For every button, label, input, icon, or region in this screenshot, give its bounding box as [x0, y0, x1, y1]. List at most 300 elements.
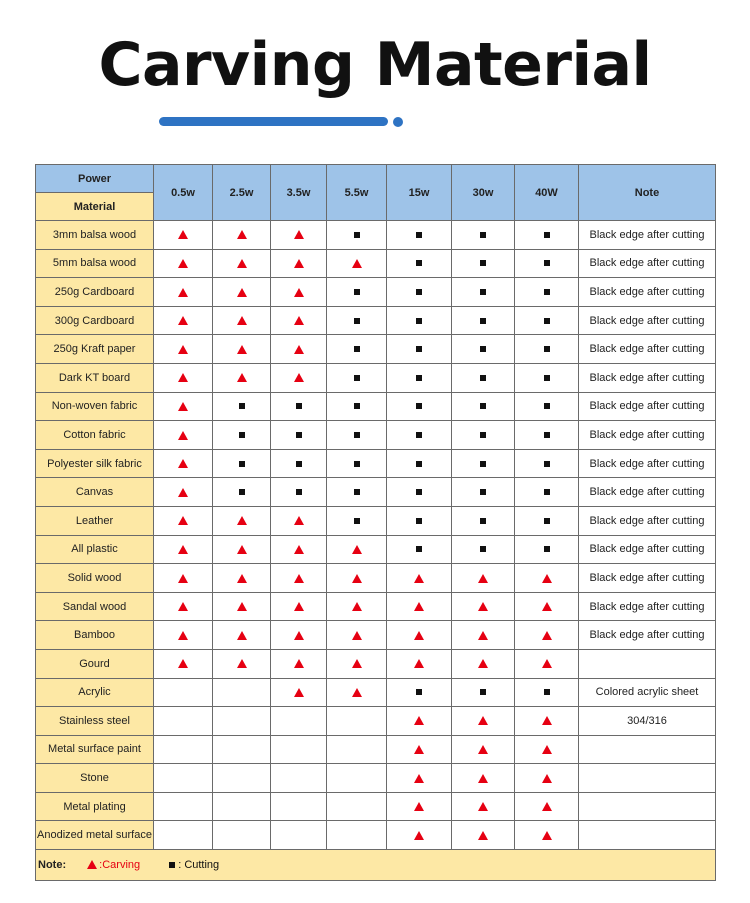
capability-cell: [213, 449, 271, 478]
red-triangle-icon: [294, 230, 304, 239]
capability-cell: [452, 363, 515, 392]
note-cell: Black edge after cutting: [579, 535, 716, 564]
capability-cell: [154, 821, 213, 850]
capability-cell: [452, 449, 515, 478]
capability-cell: [154, 478, 213, 507]
red-triangle-icon: [237, 288, 247, 297]
capability-cell: [213, 821, 271, 850]
capability-cell: [387, 392, 452, 421]
legend-cutting-label: : Cutting: [178, 859, 220, 872]
table-row: [36, 221, 716, 250]
capability-cell: [387, 449, 452, 478]
capability-cell: [271, 764, 327, 793]
capability-cell: [154, 707, 213, 736]
black-square-icon: [296, 489, 302, 495]
capability-cell: [213, 478, 271, 507]
capability-cell: [452, 735, 515, 764]
red-triangle-icon: [352, 574, 362, 583]
black-square-icon: [354, 346, 360, 352]
capability-cell: [154, 221, 213, 250]
table-row: [36, 249, 716, 278]
black-square-icon: [544, 232, 550, 238]
table-row: [36, 478, 716, 507]
black-square-icon: [544, 289, 550, 295]
red-triangle-icon: [178, 602, 188, 611]
capability-cell: [327, 735, 387, 764]
capability-cell: [213, 792, 271, 821]
capability-cell: [213, 506, 271, 535]
red-triangle-icon: [237, 631, 247, 640]
capability-cell: [515, 535, 579, 564]
capability-cell: [271, 221, 327, 250]
capability-cell: [271, 821, 327, 850]
note-cell: [579, 735, 716, 764]
capability-cell: [387, 221, 452, 250]
capability-cell: [154, 678, 213, 707]
red-triangle-icon: [478, 774, 488, 783]
table-row: [36, 735, 716, 764]
red-triangle-icon: [178, 230, 188, 239]
black-square-icon: [480, 432, 486, 438]
capability-cell: [271, 478, 327, 507]
red-triangle-icon: [237, 373, 247, 382]
red-triangle-icon: [352, 545, 362, 554]
red-triangle-icon: [478, 745, 488, 754]
table-row: [36, 707, 716, 736]
black-square-icon: [544, 689, 550, 695]
black-square-icon: [480, 346, 486, 352]
table-row: [36, 535, 716, 564]
capability-cell: [327, 649, 387, 678]
red-triangle-icon: [414, 602, 424, 611]
black-square-icon: [416, 232, 422, 238]
black-square-icon: [354, 432, 360, 438]
capability-cell: [213, 306, 271, 335]
capability-cell: [515, 621, 579, 650]
capability-cell: [327, 564, 387, 593]
capability-cell: [387, 678, 452, 707]
black-square-icon: [416, 546, 422, 552]
capability-cell: [515, 764, 579, 793]
note-cell: [579, 821, 716, 850]
capability-cell: [154, 335, 213, 364]
red-triangle-icon: [352, 688, 362, 697]
capability-cell: [387, 278, 452, 307]
capability-cell: [515, 249, 579, 278]
black-square-icon: [480, 518, 486, 524]
material-name: Leather: [36, 506, 154, 535]
black-square-icon: [416, 375, 422, 381]
capability-cell: [327, 335, 387, 364]
capability-cell: [515, 335, 579, 364]
black-square-icon: [544, 346, 550, 352]
black-square-icon: [480, 289, 486, 295]
capability-cell: [515, 592, 579, 621]
red-triangle-icon: [542, 659, 552, 668]
red-triangle-icon: [294, 688, 304, 697]
black-square-icon: [544, 546, 550, 552]
black-square-icon: [296, 461, 302, 467]
black-square-icon: [544, 403, 550, 409]
red-triangle-icon: [237, 345, 247, 354]
black-square-icon: [544, 432, 550, 438]
capability-cell: [271, 249, 327, 278]
capability-cell: [213, 621, 271, 650]
capability-cell: [387, 649, 452, 678]
note-cell: Black edge after cutting: [579, 449, 716, 478]
note-cell: 304/316: [579, 707, 716, 736]
material-name: Metal surface paint: [36, 735, 154, 764]
table-row: [36, 392, 716, 421]
note-cell: Black edge after cutting: [579, 363, 716, 392]
table-row: [36, 649, 716, 678]
capability-cell: [154, 392, 213, 421]
red-triangle-icon: [237, 230, 247, 239]
capability-cell: [387, 306, 452, 335]
note-header: Note: [579, 165, 716, 221]
red-triangle-icon: [178, 459, 188, 468]
capability-cell: [213, 649, 271, 678]
capability-cell: [452, 821, 515, 850]
capability-cell: [213, 707, 271, 736]
black-square-icon: [354, 489, 360, 495]
material-name: 250g Kraft paper: [36, 335, 154, 364]
capability-cell: [327, 821, 387, 850]
power-40w-header: 40W: [515, 165, 579, 221]
red-triangle-icon: [414, 631, 424, 640]
red-triangle-icon: [542, 745, 552, 754]
black-square-icon: [544, 489, 550, 495]
capability-cell: [154, 363, 213, 392]
capability-cell: [452, 478, 515, 507]
capability-cell: [154, 535, 213, 564]
capability-cell: [154, 764, 213, 793]
red-triangle-icon: [478, 602, 488, 611]
red-triangle-icon: [414, 831, 424, 840]
red-triangle-icon: [237, 516, 247, 525]
red-triangle-icon: [294, 574, 304, 583]
red-triangle-icon: [542, 631, 552, 640]
red-triangle-icon: [237, 602, 247, 611]
capability-cell: [213, 278, 271, 307]
table-body: [36, 221, 716, 850]
material-name: Sandal wood: [36, 592, 154, 621]
black-square-icon: [239, 403, 245, 409]
capability-cell: [327, 478, 387, 507]
capability-cell: [452, 335, 515, 364]
capability-cell: [387, 564, 452, 593]
title-underline-dot: [393, 117, 403, 127]
red-triangle-icon: [294, 602, 304, 611]
power-0-5w-header: 0.5w: [154, 165, 213, 221]
capability-cell: [271, 306, 327, 335]
black-square-icon: [480, 689, 486, 695]
red-triangle-icon: [178, 373, 188, 382]
red-triangle-icon: [294, 259, 304, 268]
capability-cell: [452, 249, 515, 278]
capability-cell: [271, 592, 327, 621]
table-row: [36, 678, 716, 707]
black-square-icon: [354, 403, 360, 409]
red-triangle-icon: [237, 574, 247, 583]
red-triangle-icon: [294, 516, 304, 525]
note-cell: [579, 764, 716, 793]
black-square-icon: [480, 375, 486, 381]
note-cell: Black edge after cutting: [579, 335, 716, 364]
black-square-icon: [544, 518, 550, 524]
capability-cell: [213, 564, 271, 593]
capability-cell: [387, 592, 452, 621]
black-square-icon: [239, 489, 245, 495]
capability-cell: [271, 735, 327, 764]
power-5-5w-header: 5.5w: [327, 165, 387, 221]
note-cell: Black edge after cutting: [579, 592, 716, 621]
black-square-icon: [354, 318, 360, 324]
black-square-icon: [480, 461, 486, 467]
capability-cell: [154, 506, 213, 535]
note-cell: Black edge after cutting: [579, 564, 716, 593]
capability-cell: [327, 221, 387, 250]
capability-cell: [327, 506, 387, 535]
capability-cell: [213, 363, 271, 392]
black-square-icon: [416, 346, 422, 352]
capability-cell: [387, 335, 452, 364]
capability-cell: [327, 421, 387, 450]
red-triangle-icon: [542, 774, 552, 783]
legend-carving: [87, 859, 140, 871]
material-name: Anodized metal surface: [36, 821, 154, 850]
capability-cell: [387, 707, 452, 736]
red-triangle-icon: [478, 631, 488, 640]
capability-cell: [387, 535, 452, 564]
red-triangle-icon: [237, 659, 247, 668]
black-square-icon: [544, 318, 550, 324]
table-header: [36, 165, 716, 221]
red-triangle-icon: [478, 831, 488, 840]
material-name: 300g Cardboard: [36, 306, 154, 335]
capability-cell: [154, 421, 213, 450]
capability-cell: [515, 306, 579, 335]
capability-cell: [515, 392, 579, 421]
capability-cell: [213, 735, 271, 764]
power-2-5w-header: 2.5w: [213, 165, 271, 221]
table-row: [36, 278, 716, 307]
capability-cell: [271, 535, 327, 564]
black-square-icon: [544, 260, 550, 266]
capability-cell: [515, 564, 579, 593]
capability-cell: [327, 278, 387, 307]
red-triangle-icon: [237, 316, 247, 325]
capability-cell: [387, 249, 452, 278]
capability-cell: [452, 564, 515, 593]
black-square-icon: [296, 403, 302, 409]
capability-cell: [452, 707, 515, 736]
capability-cell: [387, 735, 452, 764]
table-row: [36, 306, 716, 335]
capability-cell: [271, 649, 327, 678]
note-cell: Black edge after cutting: [579, 221, 716, 250]
capability-cell: [213, 335, 271, 364]
capability-cell: [154, 564, 213, 593]
capability-cell: [452, 621, 515, 650]
capability-cell: [271, 506, 327, 535]
legend-label: Note:: [38, 859, 67, 872]
red-triangle-icon: [178, 316, 188, 325]
power-3-5w-header: 3.5w: [271, 165, 327, 221]
capability-cell: [327, 363, 387, 392]
table-row: [36, 592, 716, 621]
red-triangle-icon: [542, 831, 552, 840]
material-name: 3mm balsa wood: [36, 221, 154, 250]
capability-cell: [515, 449, 579, 478]
capability-cell: [271, 335, 327, 364]
black-square-icon: [544, 461, 550, 467]
power-30w-header: 30w: [452, 165, 515, 221]
red-triangle-icon: [178, 402, 188, 411]
red-triangle-icon: [178, 516, 188, 525]
red-triangle-icon: [414, 574, 424, 583]
red-triangle-icon: [178, 345, 188, 354]
capability-cell: [154, 792, 213, 821]
red-triangle-icon: [478, 659, 488, 668]
material-name: Solid wood: [36, 564, 154, 593]
red-triangle-icon: [294, 373, 304, 382]
red-triangle-icon: [294, 545, 304, 554]
note-cell: [579, 649, 716, 678]
red-triangle-icon: [542, 716, 552, 725]
legend-carving-label: :Carving: [99, 859, 141, 872]
table-row: [36, 421, 716, 450]
capability-cell: [271, 392, 327, 421]
capability-cell: [387, 506, 452, 535]
capability-cell: [271, 678, 327, 707]
red-triangle-icon: [352, 259, 362, 268]
red-triangle-icon: [542, 802, 552, 811]
capability-cell: [452, 392, 515, 421]
note-cell: Black edge after cutting: [579, 278, 716, 307]
capability-cell: [387, 478, 452, 507]
capability-cell: [271, 621, 327, 650]
black-square-icon: [354, 289, 360, 295]
capability-cell: [452, 649, 515, 678]
material-name: Canvas: [36, 478, 154, 507]
capability-cell: [213, 535, 271, 564]
material-name: Dark KT board: [36, 363, 154, 392]
red-triangle-icon: [87, 860, 97, 869]
legend: [36, 850, 716, 881]
capability-cell: [387, 792, 452, 821]
table-row: [36, 564, 716, 593]
material-name: Acrylic: [36, 678, 154, 707]
capability-cell: [515, 735, 579, 764]
red-triangle-icon: [178, 659, 188, 668]
red-triangle-icon: [478, 716, 488, 725]
red-triangle-icon: [294, 316, 304, 325]
table-row: [36, 449, 716, 478]
red-triangle-icon: [294, 288, 304, 297]
black-square-icon: [354, 232, 360, 238]
capability-cell: [213, 678, 271, 707]
capability-cell: [213, 221, 271, 250]
note-cell: Black edge after cutting: [579, 421, 716, 450]
capability-cell: [515, 478, 579, 507]
table-row: [36, 621, 716, 650]
black-square-icon: [416, 318, 422, 324]
legend-cutting: [169, 859, 219, 871]
capability-cell: [452, 421, 515, 450]
note-cell: Black edge after cutting: [579, 621, 716, 650]
capability-cell: [154, 592, 213, 621]
capability-cell: [452, 535, 515, 564]
red-triangle-icon: [352, 631, 362, 640]
material-name: Stone: [36, 764, 154, 793]
black-square-icon: [480, 546, 486, 552]
capability-cell: [327, 535, 387, 564]
note-cell: Black edge after cutting: [579, 392, 716, 421]
material-name: Polyester silk fabric: [36, 449, 154, 478]
capability-cell: [452, 678, 515, 707]
capability-cell: [452, 278, 515, 307]
black-square-icon: [416, 289, 422, 295]
capability-cell: [515, 678, 579, 707]
black-square-icon: [480, 318, 486, 324]
black-square-icon: [239, 432, 245, 438]
material-name: Stainless steel: [36, 707, 154, 736]
capability-cell: [154, 278, 213, 307]
black-square-icon: [239, 461, 245, 467]
capability-cell: [387, 821, 452, 850]
capability-cell: [452, 306, 515, 335]
capability-cell: [452, 764, 515, 793]
black-square-icon: [296, 432, 302, 438]
capability-cell: [387, 764, 452, 793]
black-square-icon: [480, 403, 486, 409]
material-header: Material: [36, 193, 154, 221]
capability-cell: [452, 221, 515, 250]
note-cell: Colored acrylic sheet: [579, 678, 716, 707]
capability-cell: [452, 506, 515, 535]
capability-cell: [154, 621, 213, 650]
black-square-icon: [416, 489, 422, 495]
capability-cell: [327, 449, 387, 478]
red-triangle-icon: [414, 659, 424, 668]
material-name: Metal plating: [36, 792, 154, 821]
capability-cell: [327, 792, 387, 821]
title-underline: [159, 117, 388, 126]
black-square-icon: [354, 518, 360, 524]
capability-cell: [154, 306, 213, 335]
material-name: Cotton fabric: [36, 421, 154, 450]
capability-cell: [213, 392, 271, 421]
power-15w-header: 15w: [387, 165, 452, 221]
red-triangle-icon: [478, 574, 488, 583]
black-square-icon: [480, 489, 486, 495]
red-triangle-icon: [294, 631, 304, 640]
red-triangle-icon: [237, 545, 247, 554]
red-triangle-icon: [352, 659, 362, 668]
red-triangle-icon: [178, 288, 188, 297]
capability-cell: [213, 764, 271, 793]
capability-cell: [271, 421, 327, 450]
capability-cell: [515, 363, 579, 392]
red-triangle-icon: [178, 545, 188, 554]
capability-cell: [327, 592, 387, 621]
red-triangle-icon: [178, 431, 188, 440]
capability-cell: [327, 707, 387, 736]
red-triangle-icon: [178, 488, 188, 497]
capability-cell: [154, 449, 213, 478]
capability-cell: [327, 621, 387, 650]
